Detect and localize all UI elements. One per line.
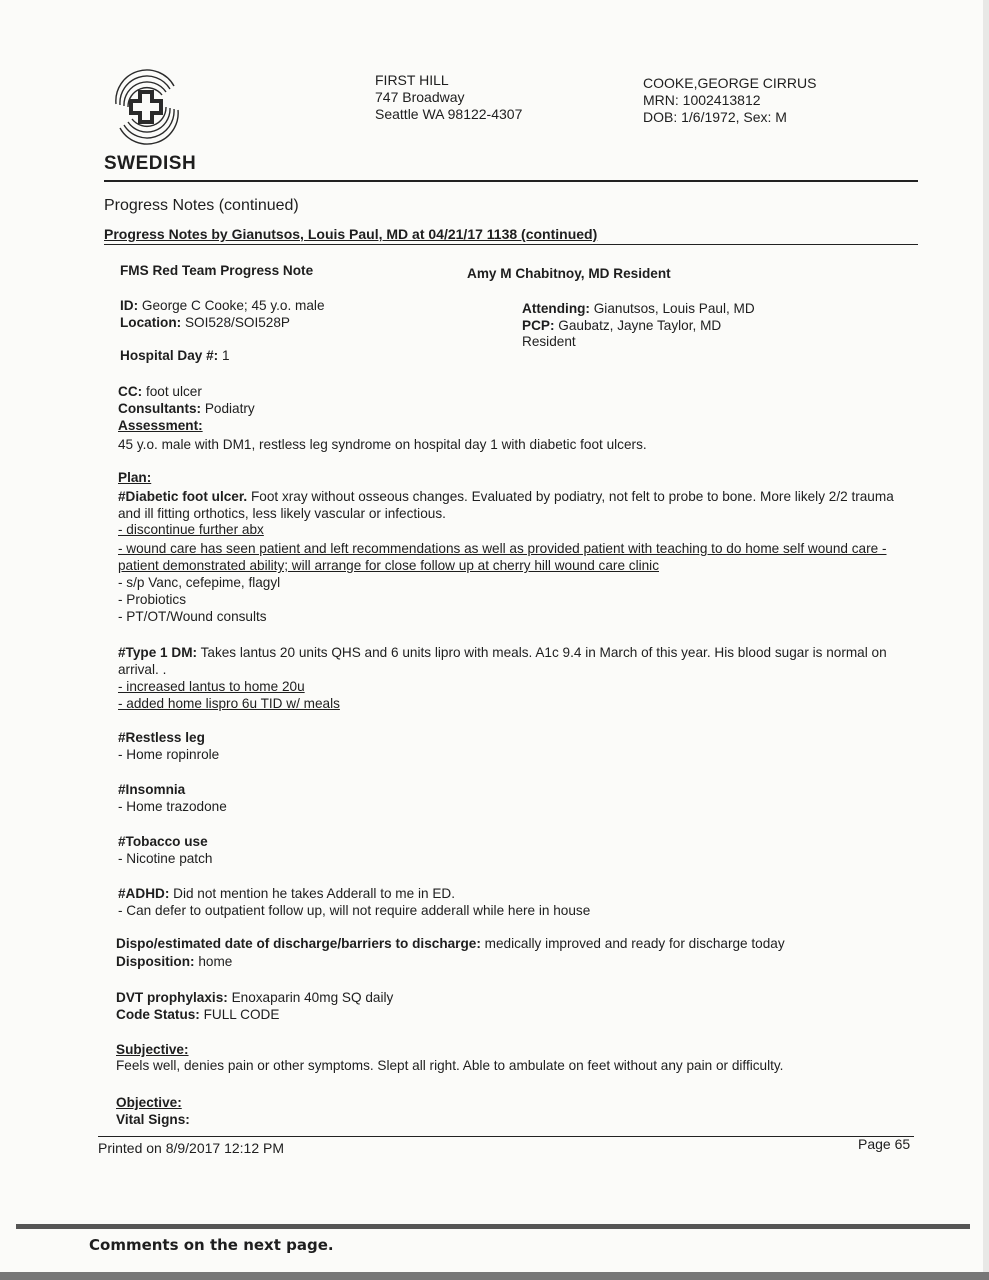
patient-dob: DOB: 1/6/1972, Sex: M <box>643 109 787 125</box>
tobacco-heading: #Tobacco use <box>118 834 208 849</box>
patient-name: COOKE,GEORGE CIRRUS <box>643 75 817 91</box>
section-title: Progress Notes (continued) <box>104 197 299 214</box>
footer-divider <box>98 1136 914 1137</box>
dfu-problem: #Diabetic foot ulcer. Foot xray without osseous changes. Evaluated by podiatry, not felt to probe to bone. More likely 2/2 trauma and ill fitting orthotics, less likely vascular or infectious. <box>118 489 894 521</box>
facility-name: FIRST HILL <box>375 72 449 88</box>
dfu-item: - discontinue further abx <box>118 522 264 537</box>
dfu-item: - PT/OT/Wound consults <box>118 609 267 624</box>
scan-edge <box>983 0 989 1280</box>
cc-line: CC: foot ulcer <box>118 384 202 399</box>
location-line: Location: SOI528/SOI528P <box>120 315 290 330</box>
objective-heading: Objective: <box>116 1095 182 1110</box>
dvt-line: DVT prophylaxis: Enoxaparin 40mg SQ daily <box>116 990 394 1005</box>
assessment-heading: Assessment: <box>118 418 203 433</box>
byline-divider <box>104 244 918 245</box>
resident-name: Amy M Chabitnoy, MD Resident <box>467 266 671 281</box>
consultants-line: Consultants: Podiatry <box>118 401 255 416</box>
dfu-item: - Probiotics <box>118 592 186 607</box>
facility-address <box>375 72 522 123</box>
page-number: Page 65 <box>858 1136 911 1152</box>
facility-city: Seattle WA 98122-4307 <box>375 106 523 122</box>
patient-mrn: MRN: 1002413812 <box>643 92 761 108</box>
code-status-line: Code Status: FULL CODE <box>116 1007 280 1022</box>
plan-heading: Plan: <box>118 470 152 485</box>
insomnia-heading: #Insomnia <box>118 782 186 797</box>
disposition-line: Disposition: home <box>116 954 233 969</box>
adhd-problem: #ADHD: Did not mention he takes Adderall to me in ED. <box>118 886 455 901</box>
subjective-text: Feels well, denies pain or other symptoms. Slept all right. Able to ambulate on feet without any pain or difficulty. <box>116 1058 784 1073</box>
rls-heading: #Restless leg <box>118 730 205 745</box>
brand-name: SWEDISH <box>104 153 197 174</box>
rls-item: - Home ropinrole <box>118 747 220 762</box>
pcp-line: PCP: Gaubatz, Jayne Taylor, MD <box>522 318 722 333</box>
separator-bar <box>16 1224 970 1229</box>
hospital-day-line: Hospital Day #: 1 <box>120 348 230 363</box>
scan-edge-bottom <box>0 1272 989 1280</box>
dm-item: - increased lantus to home 20u <box>118 679 305 694</box>
team-title: FMS Red Team Progress Note <box>120 263 314 278</box>
dispo-line: Dispo/estimated date of discharge/barriers to discharge: medically improved and ready for discharge today <box>116 936 785 951</box>
vital-signs-heading: Vital Signs: <box>116 1112 190 1127</box>
printed-date: Printed on 8/9/2017 12:12 PM <box>98 1140 285 1156</box>
dm-problem: #Type 1 DM: Takes lantus 20 units QHS and 6 units lipro with meals. A1c 9.4 in March of this year. His blood sugar is normal on arrival. . <box>118 645 887 677</box>
tobacco-item: - Nicotine patch <box>118 851 213 866</box>
patient-id-line: ID: George C Cooke; 45 y.o. male <box>120 298 325 313</box>
assessment-text: 45 y.o. male with DM1, restless leg syndrome on hospital day 1 with diabetic foot ulcers. <box>118 437 647 452</box>
insomnia-item: - Home trazodone <box>118 799 227 814</box>
pcp-role: Resident <box>522 334 576 349</box>
adhd-item: - Can defer to outpatient follow up, will not require adderall while here in house <box>118 903 591 918</box>
comments-note: Comments on the next page. <box>89 1236 334 1254</box>
attending-line: Attending: Gianutsos, Louis Paul, MD <box>522 301 755 316</box>
dfu-item: - wound care has seen patient and left recommendations as well as provided patient with teaching to do home self wound care - patient demonstrated ability; will arrange for close follow up at cherry hill wound care clinic <box>118 541 887 573</box>
patient-info <box>643 75 816 126</box>
dm-item: - added home lispro 6u TID w/ meals <box>118 696 340 711</box>
dfu-item: - s/p Vanc, cefepime, flagyl <box>118 575 281 590</box>
header-divider <box>104 180 918 182</box>
subjective-heading: Subjective: <box>116 1042 189 1057</box>
facility-street: 747 Broadway <box>375 89 465 105</box>
swedish-logo-icon <box>104 64 190 150</box>
note-byline: Progress Notes by Gianutsos, Louis Paul, MD at 04/21/17 1138 (continued) <box>104 226 598 242</box>
